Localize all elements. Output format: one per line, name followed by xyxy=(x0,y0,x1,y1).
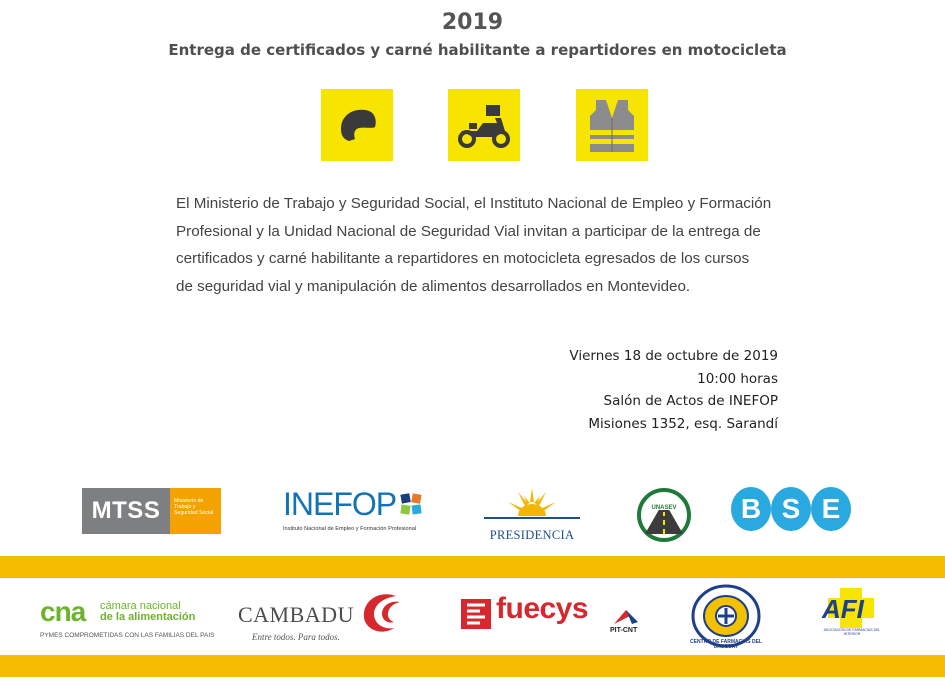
cna-logo-line2: de la alimentación xyxy=(100,611,196,623)
centro-farmacias-logo xyxy=(690,584,762,648)
afi-logo-sub: ASOCIACIÓN DE FARMACIAS DEL INTERIOR xyxy=(823,628,881,636)
cambadu-logo-tagline: Entre todos. Para todos. xyxy=(252,632,340,642)
page-year: 2019 xyxy=(441,10,504,35)
cambadu-logo-name: CAMBADU xyxy=(238,602,354,627)
unasev-logo xyxy=(637,488,691,542)
cambadu-logo xyxy=(238,590,408,646)
inefop-logo-sub: Instituto Nacional de Empleo y Formación Profesional xyxy=(283,526,417,532)
cna-logo-line1: cámara nacional xyxy=(100,600,181,612)
presidencia-logo-name: PRESIDENCIA xyxy=(489,528,575,542)
paragraph-line: El Ministerio de Trabajo y Seguridad Social, el Instituto Nacional de Empleo y Formación xyxy=(176,195,772,212)
helmet-icon xyxy=(321,89,393,161)
paragraph-line: certificados y carné habilitante a repartidores en motocicleta egresados de los cursos xyxy=(176,250,750,267)
paragraph-line: de seguridad vial y manipulación de alimentos desarrollados en Montevideo. xyxy=(176,277,691,295)
event-date: Viernes 18 de octubre de 2019 xyxy=(569,348,778,364)
supporter-logos xyxy=(0,582,945,652)
bse-letter: E xyxy=(811,487,851,531)
bse-letter: B xyxy=(731,487,771,531)
organizer-logos xyxy=(0,480,945,540)
cna-logo-short: cna xyxy=(40,596,86,627)
motorcycle-icon xyxy=(448,89,520,161)
mtss-logo-name: MTSS xyxy=(82,488,170,534)
cna-logo xyxy=(40,598,220,642)
event-details xyxy=(520,345,778,435)
fuecys-logo-name: fuecys xyxy=(496,592,589,625)
afi-logo-name: AFI xyxy=(822,594,864,624)
paragraph-line: Profesional y la Unidad Nacional de Seguridad Vial invitan a participar de la entrega de xyxy=(176,222,761,240)
inefop-logo-name: INEFOP xyxy=(283,486,397,522)
presidencia-logo xyxy=(480,484,584,540)
event-venue: Salón de Actos de INEFOP xyxy=(603,393,778,410)
bse-logo xyxy=(731,487,851,533)
yellow-band-top xyxy=(0,556,945,578)
invitation-paragraph xyxy=(176,190,796,300)
unasev-logo-name: UNASEV xyxy=(651,505,677,511)
inefop-logo xyxy=(283,488,433,538)
centro-farmacias-name: CENTRO DE FARMACIAS DEL URUGUAY xyxy=(690,639,762,650)
inefop-mark-icon xyxy=(398,491,424,517)
event-time: 10:00 horas xyxy=(697,370,778,387)
sun-of-may-icon xyxy=(480,484,584,524)
icon-strip xyxy=(320,89,650,161)
fuecys-logo-sub: PIT-CNT xyxy=(610,627,638,634)
fuecys-logo xyxy=(460,592,650,646)
afi-logo xyxy=(810,588,892,644)
pit-cnt-flag-icon xyxy=(612,608,640,626)
fuecys-mark-icon xyxy=(460,598,492,630)
cambadu-swirl-icon xyxy=(356,590,406,638)
yellow-band-bottom xyxy=(0,655,945,677)
cna-logo-tagline: PYMES COMPROMETIDAS CON LAS FAMILIAS DEL PAIS xyxy=(40,632,215,639)
bse-letter: S xyxy=(771,487,811,531)
mtss-logo-sub: Ministerio de Trabajo y Seguridad Social xyxy=(170,488,221,534)
safety-vest-icon xyxy=(576,89,648,161)
page-subtitle: Entrega de certificados y carné habilitante a repartidores en motocicleta xyxy=(168,41,787,59)
event-address: Misiones 1352, esq. Sarandí xyxy=(588,415,778,432)
mtss-logo xyxy=(82,488,221,534)
